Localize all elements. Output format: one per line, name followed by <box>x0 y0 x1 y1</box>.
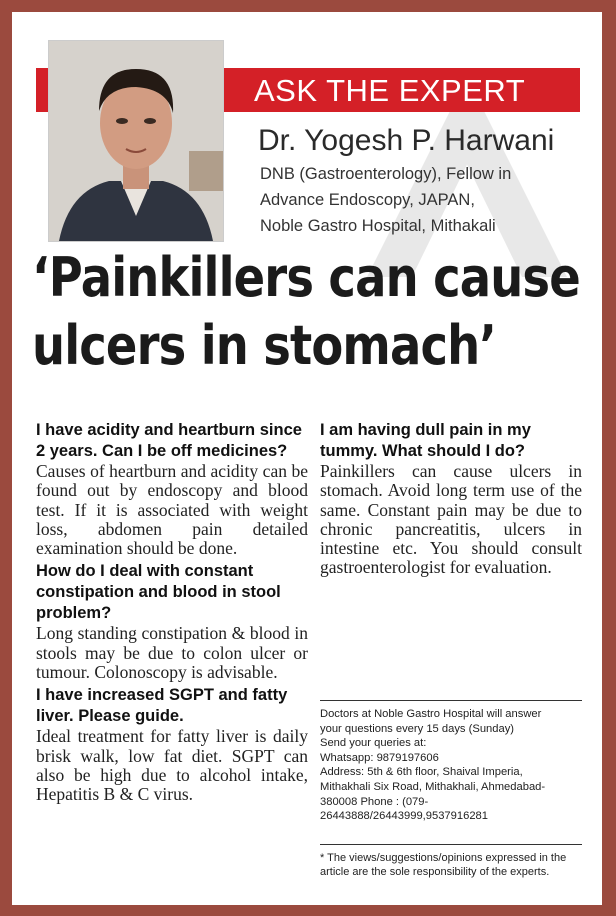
question: I have acidity and heartburn since 2 years. Can I be off medicines? <box>36 421 302 460</box>
question: I have increased SGPT and fatty liver. Please guide. <box>36 686 288 726</box>
address-line: Address: 5th & 6th floor, Shaival Imperia, <box>320 766 523 779</box>
headline-line: ‘Painkillers can cause <box>32 246 580 309</box>
answer: Causes of heartburn and acidity can be found out by endoscopy and blood test. If it is associated with weight loss, abdomen pain detailed examination should be done. <box>36 461 308 559</box>
phone-numbers: 26443888/26443999,9537916281 <box>320 810 488 823</box>
column-left <box>36 420 308 808</box>
doctor-credential-line: DNB (Gastroenterology), Fellow in <box>260 165 512 183</box>
whatsapp-number: Whatsapp: 9879197606 <box>320 751 439 764</box>
headline <box>32 244 580 380</box>
contact-info-box <box>320 700 582 824</box>
headline-line: ulcers in stomach’ <box>32 314 497 377</box>
doctor-name: Dr. Yogesh P. Harwani <box>258 124 555 157</box>
doctor-credential-line: Noble Gastro Hospital, Mithakali <box>260 217 496 235</box>
address-line: Mithakhali Six Road, Mithakhali, Ahmedabad- <box>320 780 546 793</box>
answer: Long standing constipation & blood in stools may be due to colon ulcer or tumour. Colonoscopy is advisable. <box>36 623 308 683</box>
newspaper-article <box>12 12 602 905</box>
info-line: Doctors at Noble Gastro Hospital will answer <box>320 708 542 720</box>
doctor-credential-line: Advance Endoscopy, JAPAN, <box>260 191 475 209</box>
answer: Ideal treatment for fatty liver is daily brisk walk, low fat diet. SGPT can also be high due to alcohol intake, Hepatitis B & C virus. <box>36 726 308 805</box>
answer: Painkillers can cause ulcers in stomach. Avoid long term use of the same. Constant pain may be due to chronic pancreatitis, ulcers in intestine etc. You should consult gastroenterologist for evaluation. <box>320 461 582 578</box>
info-line: Send your queries at: <box>320 737 427 750</box>
question: I am having dull pain in my tummy. What should I do? <box>320 421 531 460</box>
info-line: your questions every 15 days (Sunday) <box>320 722 515 735</box>
address-line: 380008 Phone : (079- <box>320 795 429 808</box>
column-right <box>320 420 582 581</box>
question: How do I deal with constant constipation and blood in stool problem? <box>36 562 281 623</box>
disclaimer: * The views/suggestions/opinions expressed in the article are the sole responsibility of the experts. <box>320 844 582 879</box>
ask-the-expert-title: ASK THE EXPERT <box>254 73 526 108</box>
doctor-photo <box>48 40 224 242</box>
